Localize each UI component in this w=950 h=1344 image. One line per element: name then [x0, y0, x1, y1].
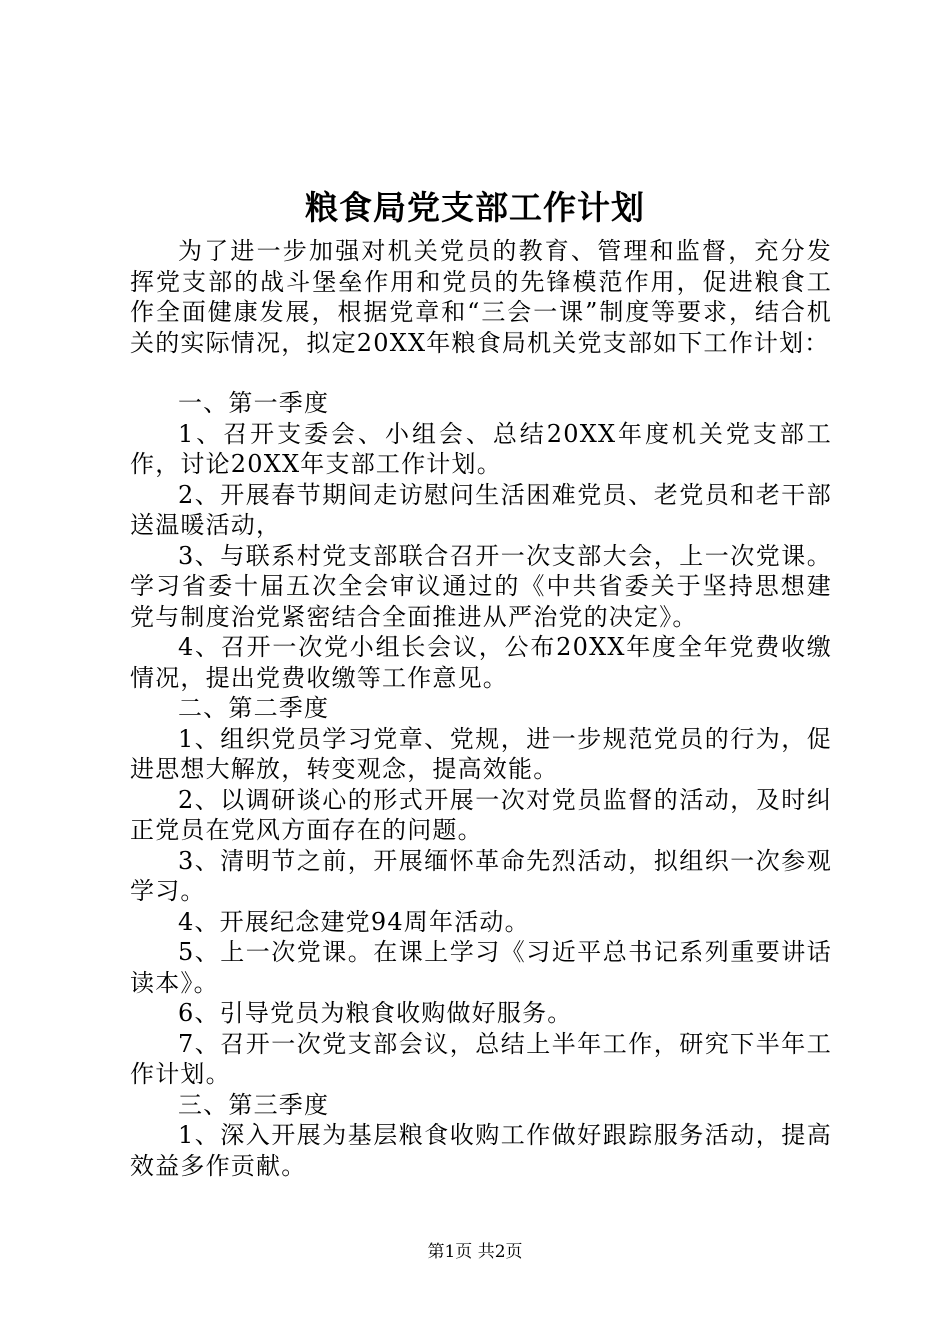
intro-paragraph: 为了进一步加强对机关党员的教育、管理和监督，充分发挥党支部的战斗堡垒作用和党员的先锋模范作用，促进粮食工作全面健康发展，根据党章和“三会一课”制度等要求，结合机关的实际情况，拟定20XX年粮食局机关党支部如下工作计划：	[130, 237, 832, 357]
document-title: 粮食局党支部工作计划	[305, 188, 645, 227]
list-item: 3、与联系村党支部联合召开一次支部大会，上一次党课。学习省委十届五次全会审议通过的《中共省委关于坚持思想建党与制度治党紧密结合全面推进从严治党的决定》。	[130, 541, 832, 631]
list-item: 4、召开一次党小组长会议，公布20XX年度全年党费收缴情况，提出党费收缴等工作意见。	[130, 633, 832, 692]
list-item: 6、引导党员为粮食收购做好服务。	[178, 999, 573, 1027]
list-item: 1、召开支委会、小组会、总结20XX年度机关党支部工作，讨论20XX年支部工作计划。	[130, 419, 832, 478]
list-item: 2、以调研谈心的形式开展一次对党员监督的活动，及时纠正党员在党风方面存在的问题。	[130, 785, 832, 844]
list-item: 7、召开一次党支部会议，总结上半年工作，研究下半年工作计划。	[130, 1029, 832, 1088]
list-item: 3、清明节之前，开展缅怀革命先烈活动，拟组织一次参观学习。	[130, 846, 832, 905]
page-number-footer: 第1页 共2页	[427, 1242, 523, 1262]
list-item: 4、开展纪念建党94周年活动。	[178, 907, 530, 936]
document-body	[130, 236, 832, 1181]
list-item: 1、组织党员学习党章、党规，进一步规范党员的行为，促进思想大解放，转变观念，提高效能。	[130, 724, 832, 783]
section-heading-q3: 三、第三季度	[178, 1090, 330, 1119]
section-heading-q1: 一、第一季度	[178, 389, 330, 417]
list-item: 2、开展春节期间走访慰问生活困难党员、老党员和老干部送温暖活动，	[130, 480, 832, 539]
list-item: 5、上一次党课。在课上学习《习近平总书记系列重要讲话读本》。	[130, 938, 832, 997]
list-item: 1、深入开展为基层粮食收购工作做好跟踪服务活动，提高效益多作贡献。	[130, 1121, 832, 1180]
section-heading-q2: 二、第二季度	[178, 694, 330, 722]
